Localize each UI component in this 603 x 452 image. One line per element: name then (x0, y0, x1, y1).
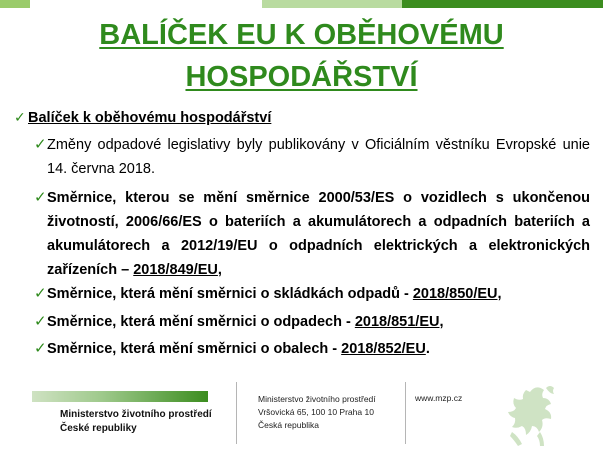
list-item-text: Směrnice, která mění směrnici o skládkách odpadů - (47, 286, 413, 302)
top-color-bar-1 (0, 0, 30, 8)
checkmark-icon: ✓ (34, 340, 47, 357)
ministry-name (60, 408, 212, 436)
list-item-suffix: . (425, 341, 430, 357)
list-item (34, 133, 590, 181)
address-line-2: Vršovická 65, 100 10 Praha 10 (258, 407, 374, 417)
list-item-suffix: , (217, 262, 222, 278)
list-item-text: Změny odpadové legislativy byly publikovány v Oficiálním věstníku Evropské unie 14. června 2018. (47, 137, 590, 177)
ministry-logo-bar (32, 391, 208, 402)
address-line-1: Ministerstvo životního prostředí (258, 394, 376, 404)
slide-title (0, 14, 603, 98)
main-heading (14, 106, 594, 129)
list-item-text: Směrnice, kterou se mění směrnice 2000/53/ES o vozidlech s ukončenou životností, 2006/66/ES o bateriích a akumulátorech a odpadních bateriích a akumulátorech a 2012/19/EU o odpadních elektrických a elektronických zařízeních – (47, 190, 590, 278)
list-item-suffix: , (439, 314, 444, 330)
ministry-name-line-2: České republiky (60, 423, 137, 434)
checkmark-icon: ✓ (34, 189, 47, 206)
list-item (34, 282, 590, 306)
directive-reference: 2018/851/EU (354, 314, 440, 330)
list-item-suffix: , (497, 286, 502, 302)
list-item (34, 337, 590, 361)
directive-reference: 2018/852/EU (341, 341, 426, 357)
lion-emblem-icon (500, 382, 570, 448)
checkmark-icon: ✓ (34, 136, 47, 153)
checkmark-icon: ✓ (14, 109, 26, 125)
list-item (34, 310, 590, 334)
directive-reference: 2018/850/EU (412, 286, 498, 302)
directive-reference: 2018/849/EU (133, 262, 218, 278)
title-line-1: BALÍČEK EU K OBĚHOVÉMU (99, 19, 504, 51)
ministry-name-line-1: Ministerstvo životního prostředí (60, 409, 212, 420)
title-line-2: HOSPODÁŘSTVÍ (185, 61, 418, 93)
website-link[interactable]: www.mzp.cz (415, 393, 463, 403)
footer (0, 378, 603, 452)
footer-divider (405, 382, 406, 444)
top-color-bar-2 (30, 0, 262, 8)
top-color-bar-3 (262, 0, 402, 8)
address-line-3: Česká republika (258, 420, 319, 430)
checkmark-icon: ✓ (34, 285, 47, 302)
list-item (34, 186, 590, 282)
footer-divider (236, 382, 237, 444)
list-item-text: Směrnice, která mění směrnici o odpadech - (47, 314, 355, 330)
list-item-text: Směrnice, která mění směrnici o obalech - (47, 341, 342, 357)
top-color-bar-4 (402, 0, 603, 8)
ministry-address (258, 393, 376, 432)
checkmark-icon: ✓ (34, 313, 47, 330)
main-heading-text: Balíček k oběhovému hospodářství (28, 110, 272, 126)
